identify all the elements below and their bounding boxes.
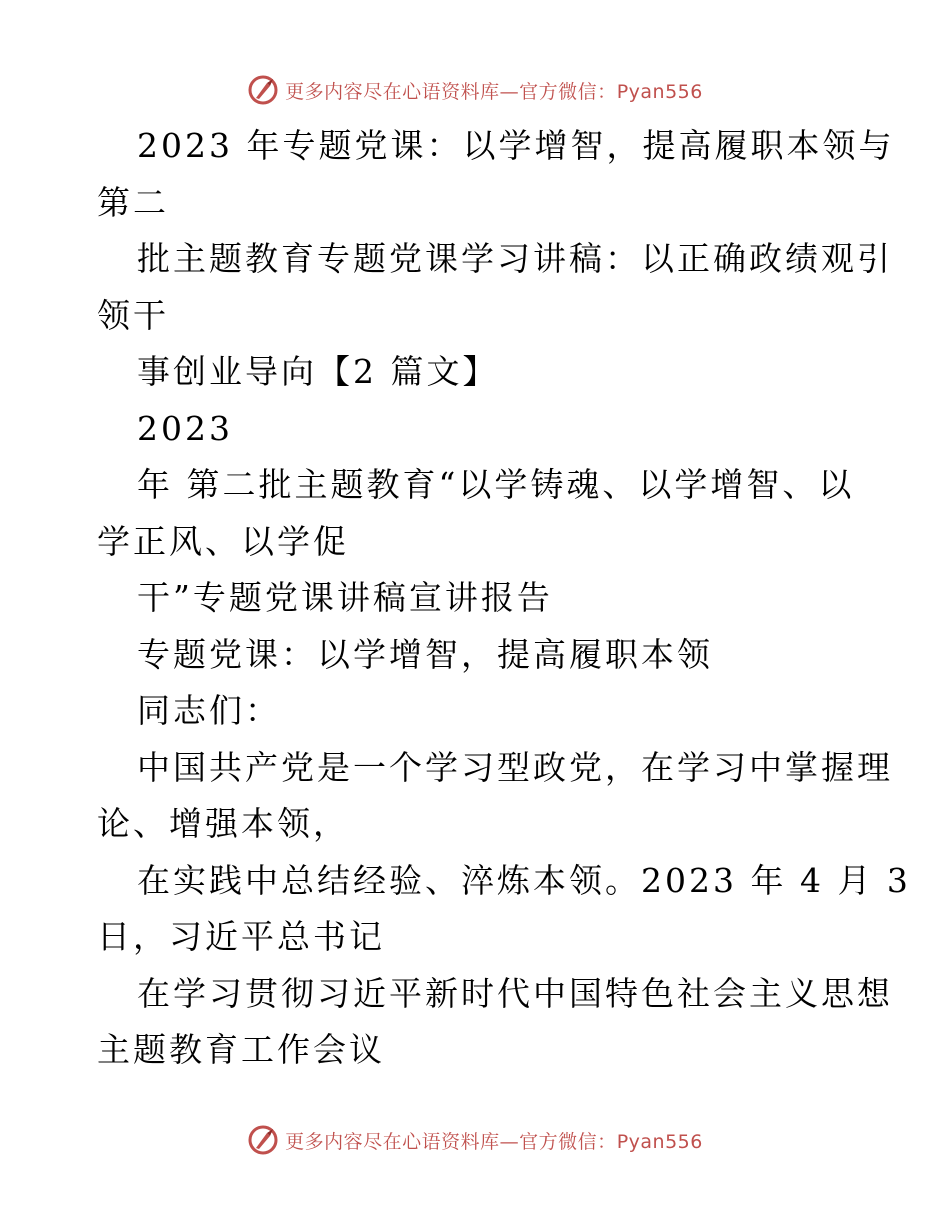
text-line: 2023 年专题党课：以学增智，提高履职本领与 [137, 126, 895, 165]
text-line: 2023 [137, 408, 233, 448]
header-banner [0, 70, 950, 110]
text-line: 论、增强本领， [97, 804, 349, 843]
text-line: 中国共产党是一个学习型政党，在学习中掌握理 [137, 747, 893, 787]
text-line: 领干 [97, 295, 169, 335]
text-line: 第二 [97, 182, 169, 222]
text-line: 日，习近平总书记 [97, 917, 385, 956]
quill-logo-icon [247, 74, 279, 106]
banner-text: 更多内容尽在心语资料库—官方微信：Pyan556 [285, 80, 703, 103]
quill-logo-icon [247, 1124, 279, 1156]
footer-banner [0, 1120, 950, 1160]
text-line: 干”专题党课讲稿宣讲报告 [137, 578, 553, 617]
text-line: 事创业导向【2 篇文】 [137, 352, 499, 391]
text-line: 主题教育工作会议 [97, 1030, 385, 1069]
text-line: 年 第二批主题教育“以学铸魂、以学增智、以 [137, 465, 855, 504]
text-line: 在学习贯彻习近平新时代中国特色社会主义思想 [137, 973, 893, 1013]
text-line: 同志们： [137, 691, 281, 730]
text-line: 在实践中总结经验、淬炼本领。2023 年 4 月 3 [137, 860, 911, 900]
banner-text: 更多内容尽在心语资料库—官方微信：Pyan556 [285, 1130, 703, 1153]
text-line: 学正风、以学促 [97, 521, 349, 561]
text-line: 批主题教育专题党课学习讲稿：以正确政绩观引 [137, 239, 893, 278]
text-line: 专题党课：以学增智，提高履职本领 [137, 634, 713, 674]
